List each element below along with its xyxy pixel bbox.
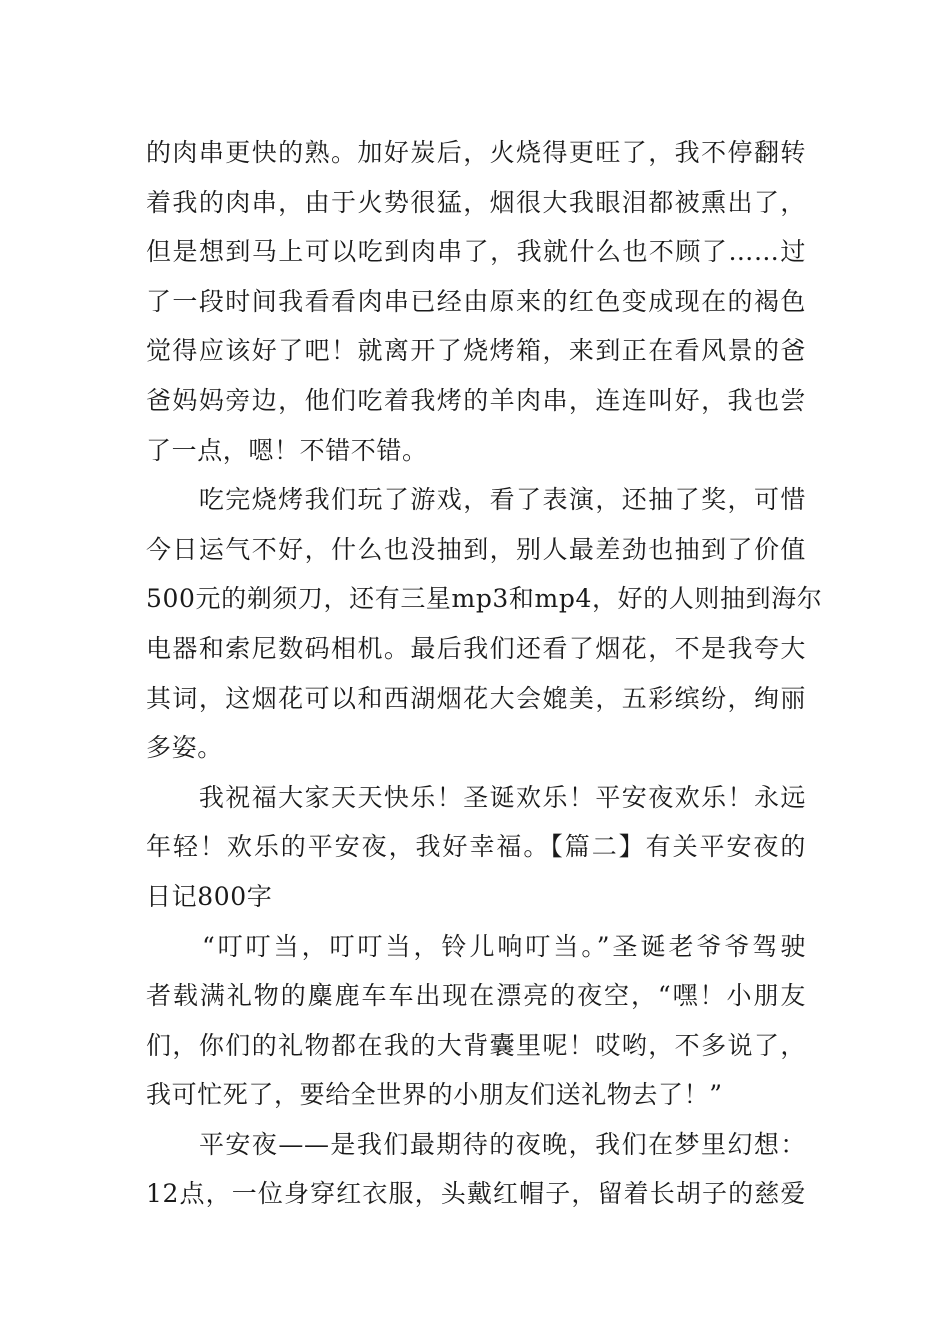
body-text	[146, 128, 823, 1219]
text-line: 日记800字	[146, 881, 273, 911]
text-line: 的肉串更快的熟。加好炭后，火烧得更旺了，我不停翻转	[146, 138, 806, 167]
text-line: 今日运气不好，什么也没抽到，别人最差劲也抽到了价值	[146, 534, 806, 564]
text-line: “叮叮当，叮叮当，铃儿响叮当。”圣诞老爷爷驾驶	[146, 931, 806, 961]
text-line: 了一段时间我看看肉串已经由原来的红色变成现在的褐色	[146, 286, 806, 316]
text-line: 我可忙死了，要给全世界的小朋友们送礼物去了！”	[146, 1080, 723, 1110]
text-line: 多姿。	[146, 733, 223, 763]
text-line: 其词，这烟花可以和西湖烟花大会媲美，五彩缤纷，绚丽	[146, 683, 806, 713]
text-line: 吃完烧烤我们玩了游戏，看了表演，还抽了奖，可惜	[146, 485, 806, 515]
text-line: 平安夜——是我们最期待的夜晚，我们在梦里幻想：	[146, 1129, 806, 1159]
text-line: 12点，一位身穿红衣服，头戴红帽子，留着长胡子的慈爱	[146, 1179, 806, 1209]
text-line: 了一点，嗯！不错不错。	[146, 435, 428, 465]
text-line: 着我的肉串，由于火势很猛，烟很大我眼泪都被熏出了，	[146, 187, 806, 217]
text-line: 年轻！欢乐的平安夜，我好幸福。【篇二】有关平安夜的	[146, 832, 806, 862]
text-line: 们，你们的礼物都在我的大背囊里呢！哎哟，不多说了，	[146, 1030, 806, 1060]
text-line: 但是想到马上可以吃到肉串了，我就什么也不顾了……过	[146, 237, 806, 267]
text-line: 电器和索尼数码相机。最后我们还看了烟花，不是我夸大	[146, 633, 806, 663]
text-line: 爸妈妈旁边，他们吃着我烤的羊肉串，连连叫好，我也尝	[146, 385, 806, 415]
text-line: 500元的剃须刀，还有三星mp3和mp4，好的人则抽到海尔	[146, 584, 823, 614]
text-line: 觉得应该好了吧！就离开了烧烤箱，来到正在看风景的爸	[146, 336, 806, 366]
text-line: 者载满礼物的麋鹿车车出现在漂亮的夜空，“嘿！小朋友	[146, 981, 806, 1011]
text-line: 我祝福大家天天快乐！圣诞欢乐！平安夜欢乐！永远	[146, 782, 806, 812]
